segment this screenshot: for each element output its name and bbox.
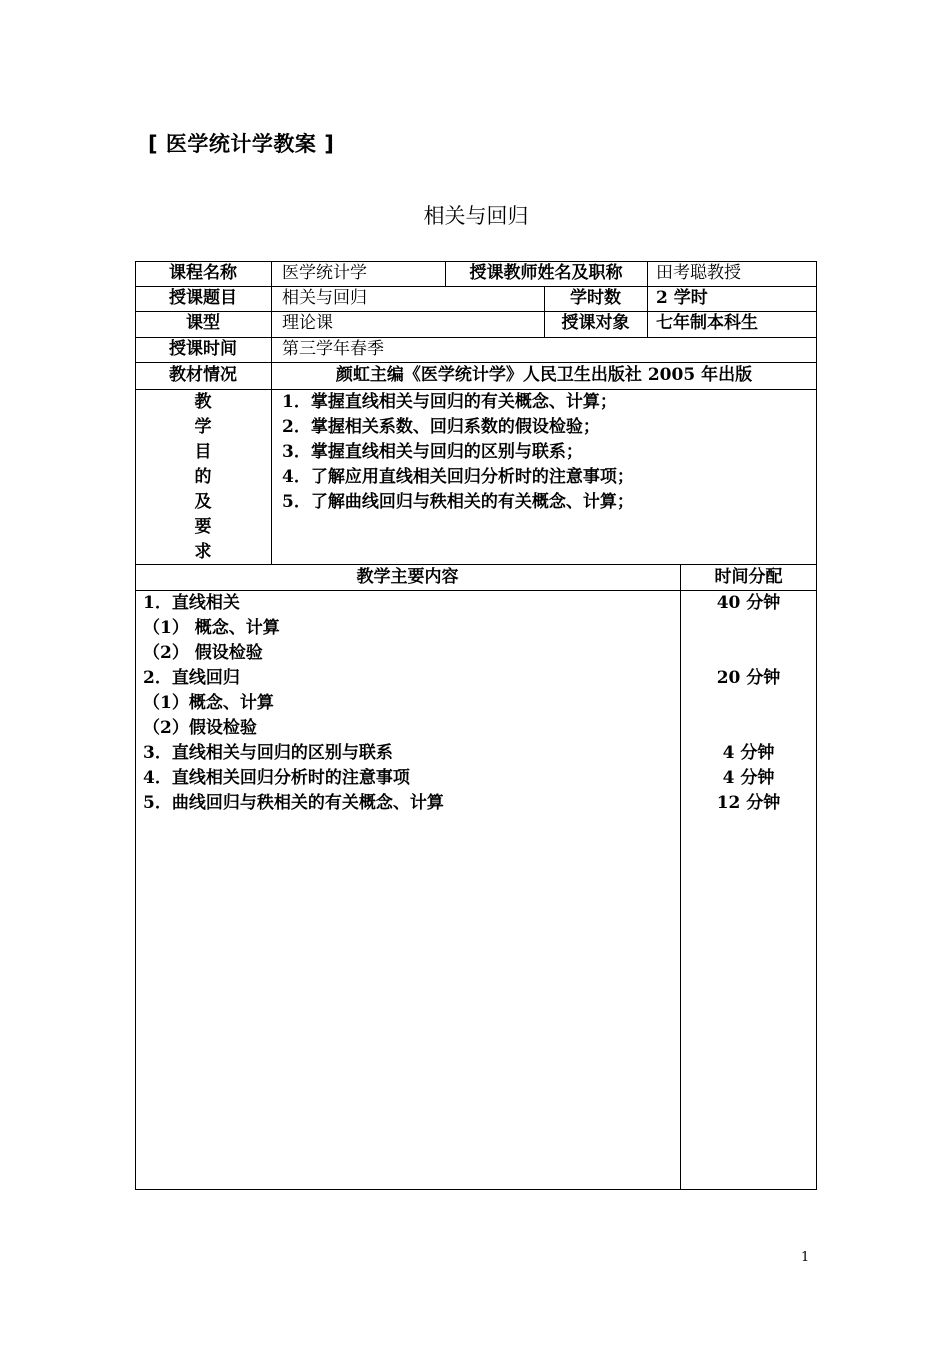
- time-allocation-header: 时间分配: [714, 567, 783, 587]
- time-allocation: 12 分钟: [716, 793, 781, 813]
- content-item: （1） 概念、计算: [143, 618, 280, 638]
- content-item: 1．直线相关: [143, 593, 240, 613]
- content-item: 2．直线回归: [143, 668, 240, 688]
- objectives-label-char: 要: [194, 517, 212, 537]
- content-item: （2） 假设检验: [143, 643, 263, 663]
- course-name-label: 课程名称: [169, 263, 237, 283]
- time-allocation: 40 分钟: [716, 593, 781, 613]
- content-item: （1）概念、计算: [143, 693, 274, 713]
- course-name-value: 医学统计学: [282, 263, 367, 283]
- teacher-label: 授课教师姓名及职称: [469, 263, 623, 283]
- teacher-value: 田考聪教授: [656, 263, 741, 283]
- objectives-label-char: 目: [194, 442, 212, 462]
- time-allocation: 20 分钟: [716, 668, 781, 688]
- document-title: 相关与回归: [423, 204, 529, 228]
- content-item: 4．直线相关回归分析时的注意事项: [143, 768, 410, 788]
- objective-item: 1．掌握直线相关与回归的有关概念、计算；: [282, 392, 617, 412]
- content-header: 教学主要内容: [356, 567, 459, 587]
- time-allocation: 4 分钟: [722, 743, 775, 763]
- objectives-label-char: 及: [194, 492, 212, 512]
- textbook-value: 颜虹主编《医学统计学》人民卫生出版社 2005 年出版: [335, 365, 753, 385]
- objectives-label-char: 教: [194, 392, 212, 412]
- audience-value: 七年制本科生: [656, 313, 758, 333]
- audience-label: 授课对象: [561, 313, 630, 333]
- hours-value: 2 学时: [656, 288, 708, 308]
- page-number: 1: [801, 1250, 810, 1265]
- type-label: 课型: [186, 313, 220, 333]
- topic-value: 相关与回归: [282, 288, 367, 308]
- header-title: [ 医学统计学教案 ]: [148, 132, 335, 156]
- textbook-label: 教材情况: [169, 365, 237, 385]
- time-value: 第三学年春季: [282, 339, 384, 359]
- content-item: 5．曲线回归与秩相关的有关概念、计算: [143, 793, 444, 813]
- type-value: 理论课: [282, 313, 333, 333]
- objectives-label-char: 求: [194, 542, 212, 562]
- objectives-label-char: 的: [194, 467, 212, 487]
- objective-item: 3．掌握直线相关与回归的区别与联系；: [282, 442, 583, 462]
- objective-item: 4．了解应用直线相关回归分析时的注意事项；: [282, 467, 634, 487]
- objective-item: 5．了解曲线回归与秩相关的有关概念、计算；: [282, 492, 634, 512]
- content-item: （2）假设检验: [143, 718, 257, 738]
- topic-label: 授课题目: [169, 288, 237, 308]
- time-label: 授课时间: [169, 339, 237, 359]
- content-item: 3．直线相关与回归的区别与联系: [143, 743, 393, 763]
- hours-label: 学时数: [570, 288, 621, 308]
- objectives-label-char: 学: [194, 417, 212, 437]
- time-allocation: 4 分钟: [722, 768, 775, 788]
- objective-item: 2．掌握相关系数、回归系数的假设检验；: [282, 417, 600, 437]
